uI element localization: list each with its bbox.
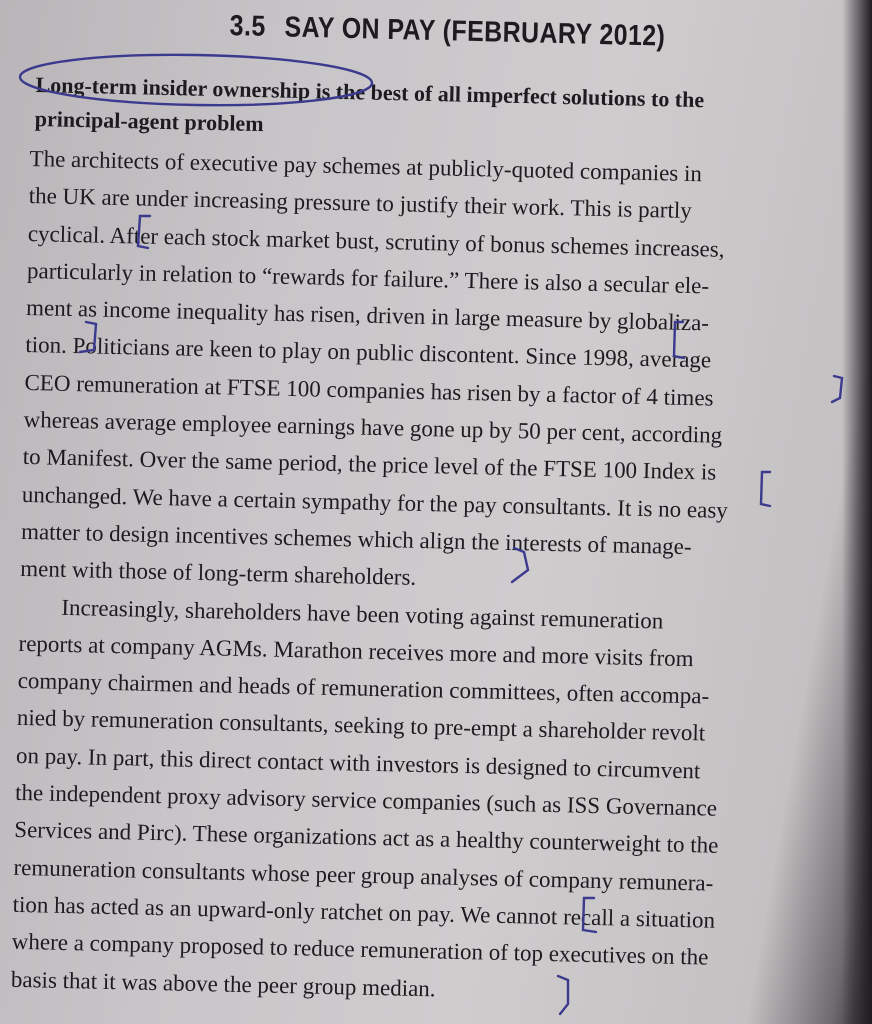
text-line: whereas average employee earnings have gone up by 50 per cent, according — [23, 407, 723, 448]
text-line: company chairmen and heads of remuneration committees, often accompa- — [17, 668, 710, 709]
section-heading — [229, 10, 665, 54]
text-line: Increasingly, shareholders have been voting against remuneration — [61, 594, 664, 634]
text-line: to Manifest. Over the same period, the price level of the FTSE 100 Index is — [22, 444, 717, 486]
text-line: unchanged. We have a certain sympathy for the pay consultants. It is no easy — [21, 481, 729, 523]
text-line: the UK are under increasing pressure to justify their work. This is partly — [28, 183, 693, 224]
text-line: tion has acted as an upward-only ratchet on pay. We cannot recall a situation — [12, 891, 716, 933]
text-line: matter to design incentives schemes which align the interests of manage- — [20, 518, 692, 560]
text-line: particularly in relation to “rewards for failure.” There is also a secular ele- — [26, 257, 710, 299]
subheading-line-2: principal-agent problem — [34, 105, 264, 137]
text-line: remuneration consultants whose peer group analyses of company remunera- — [13, 854, 714, 896]
paragraph-2 — [11, 587, 840, 1016]
subheading — [34, 68, 825, 154]
text-line: the independent proxy advisory service companies (such as ISS Governance — [14, 779, 718, 821]
text-line: ment as income inequality has risen, driven in large measure by globaliza- — [25, 295, 710, 336]
text-line: where a company proposed to reduce remuneration of top executives on the — [11, 929, 709, 970]
body-text — [11, 140, 850, 1016]
book-spine-shadow — [842, 0, 872, 1024]
text-line: tion. Politicians are keen to play on public discontent. Since 1998, average — [25, 332, 712, 373]
text-line: nied by remuneration consultants, seeking to pre-empt a shareholder revolt — [16, 705, 706, 746]
text-line: reports at company AGMs. Marathon receives more and more visits from — [18, 630, 694, 672]
text-line: The architects of executive pay schemes at publicly-quoted companies in — [29, 145, 703, 187]
section-title: SAY ON PAY (FEBRUARY 2012) — [284, 11, 666, 53]
text-line: ment with those of long-term shareholders. — [19, 556, 417, 591]
text-line: basis that it was above the peer group median. — [10, 966, 436, 1001]
text-line: Services and Pirc). These organizations act as a healthy counterweight to the — [14, 817, 719, 859]
paragraph-1 — [20, 140, 850, 606]
section-number: 3.5 — [229, 10, 266, 43]
text-line: CEO remuneration at FTSE 100 companies has risen by a factor of 4 times — [24, 369, 714, 411]
subheading-line-1: Long-term insider ownership is the best of all imperfect solutions to the — [35, 71, 705, 113]
text-line: cyclical. After each stock market bust, scrutiny of bonus schemes increases, — [27, 220, 725, 262]
text-line: on pay. In part, this direct contact with investors is designed to circumvent — [15, 742, 701, 784]
